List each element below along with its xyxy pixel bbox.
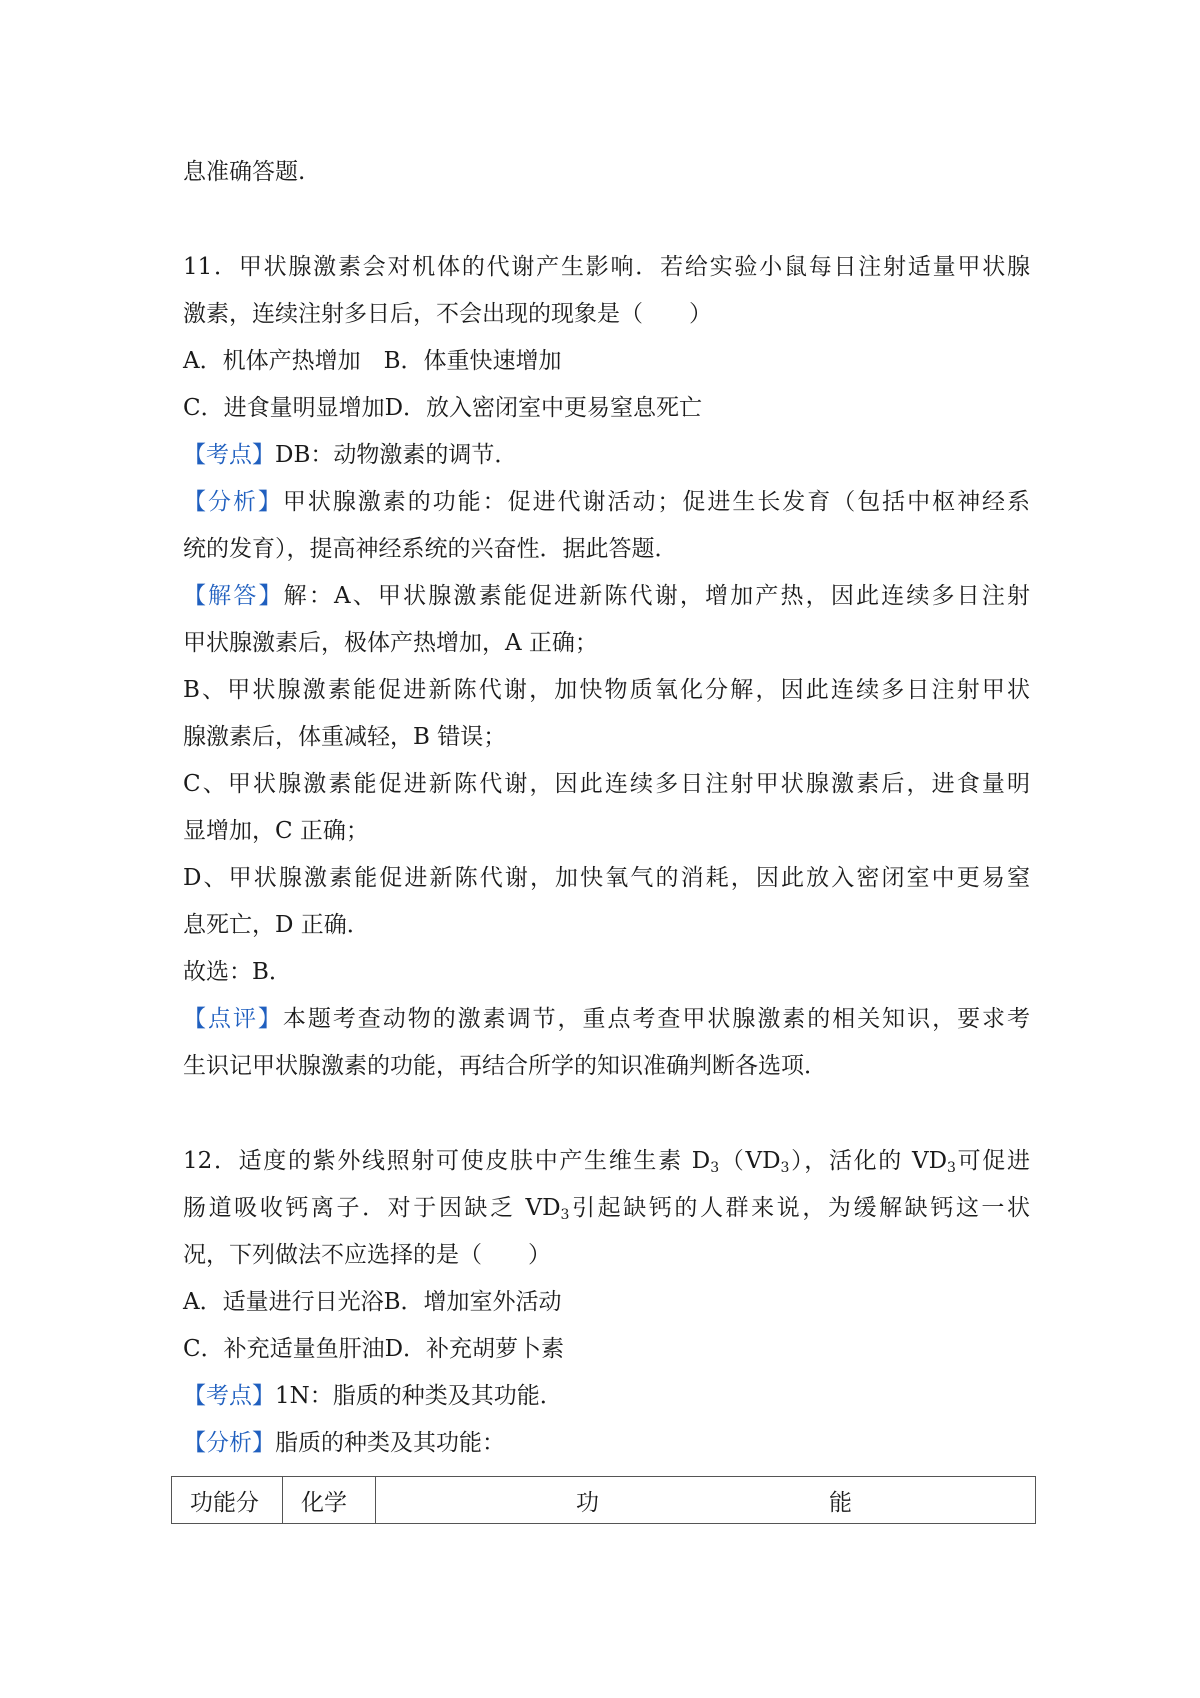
q12-stem-part: 12．适度的紫外线照射可使皮肤中产生维生素 D: [183, 1148, 711, 1174]
header-char: 能: [829, 1489, 852, 1516]
kaodian-text: 1N：脂质的种类及其功能．: [275, 1383, 563, 1409]
jieda-text: 解：A、甲状腺激素能促进新陈代谢，增加产热，因此连续多日注射: [283, 583, 1030, 609]
q11-stem-line-2: 激素，连续注射多日后，不会出现的现象是（ ）: [183, 301, 712, 327]
fenxi-tag: 【分析】: [183, 1430, 275, 1456]
q11-option-b-explain-1: B、甲状腺激素能促进新陈代谢，加快物质氧化分解，因此连续多日注射甲状: [183, 677, 1030, 703]
q11-option-d-explain-1: D、甲状腺激素能促进新陈代谢，加快氧气的消耗，因此放入密闭室中更易窒: [183, 865, 1030, 891]
q11-kaodian: [183, 440, 1030, 470]
q12-stem-line-3: 况，下列做法不应选择的是（ ）: [183, 1242, 551, 1268]
q12-options-cd: C．补充适量鱼肝油D．补充胡萝卜素: [183, 1336, 565, 1362]
fenxi-text: 甲状腺激素的功能：促进代谢活动；促进生长发育（包括中枢神经系: [282, 489, 1031, 515]
dianping-text: 本题考查动物的激素调节，重点考查甲状腺激素的相关知识，要求考: [282, 1006, 1031, 1032]
table-header-cell: [376, 1477, 1036, 1524]
header-char: 功: [576, 1489, 599, 1516]
subscript-3: 3: [560, 1207, 570, 1223]
q12-kaodian: [183, 1381, 1030, 1411]
q11-dianping-line-1: [183, 1004, 1030, 1034]
q12-stem-part: 引起缺钙的人群来说，为缓解缺钙这一状: [569, 1195, 1030, 1221]
q11-fenxi-line-2: 统的发育），提高神经系统的兴奋性．据此答题．: [183, 536, 678, 562]
q12-stem-line-1: [183, 1146, 1030, 1176]
q12-stem-part: ），活化的 VD: [789, 1148, 948, 1174]
previous-answer-tail: 息准确答题.: [183, 159, 306, 185]
fenxi-tag: 【分析】: [183, 489, 283, 515]
q11-options-cd: C．进食量明显增加D．放入密闭室中更易窒息死亡: [183, 395, 703, 421]
q12-options-ab: A．适量进行日光浴B．增加室外活动: [183, 1289, 562, 1315]
q12-stem-part: 可促进: [955, 1148, 1030, 1174]
dianping-tag: 【点评】: [183, 1006, 283, 1032]
q12-fenxi: [183, 1428, 1030, 1458]
kaodian-tag: 【考点】: [183, 1383, 275, 1409]
q11-answer: 故选：B．: [183, 959, 292, 985]
q11-jieda-line-2: 甲状腺激素后，极体产热增加，A 正确；: [183, 630, 598, 656]
q11-stem-line-1: 11．甲状腺激素会对机体的代谢产生影响．若给实验小鼠每日注射适量甲状腺: [183, 254, 1030, 280]
subscript-3: 3: [780, 1160, 790, 1176]
q12-stem-line-2: [183, 1193, 1030, 1223]
subscript-3: 3: [947, 1160, 956, 1176]
q12-stem-part: （VD: [719, 1148, 781, 1174]
table-header-cell: 化学: [283, 1477, 376, 1524]
q12-stem-part: 肠道吸收钙离子．对于因缺乏 VD: [183, 1195, 561, 1221]
kaodian-text: DB：动物激素的调节．: [275, 442, 518, 468]
q11-jieda-line-1: [183, 581, 1030, 611]
table-header-cell: 功能分: [172, 1477, 283, 1524]
q11-option-c-explain-1: C、甲状腺激素能促进新陈代谢，因此连续多日注射甲状腺激素后，进食量明: [183, 771, 1030, 797]
q11-option-b-explain-2: 腺激素后，体重减轻，B 错误；: [183, 724, 507, 750]
jieda-tag: 【解答】: [183, 583, 284, 609]
q11-dianping-line-2: 生识记甲状腺激素的功能，再结合所学的知识准确判断各选项．: [183, 1053, 827, 1079]
q11-options-ab: A．机体产热增加 B．体重快速增加: [183, 348, 562, 374]
table-header-row: [172, 1477, 1036, 1524]
q11-option-d-explain-2: 息死亡，D 正确．: [183, 912, 370, 938]
q11-fenxi-line-1: [183, 487, 1030, 517]
q11-option-c-explain-2: 显增加，C 正确；: [183, 818, 369, 844]
fenxi-text: 脂质的种类及其功能：: [275, 1430, 505, 1456]
lipid-function-table: [171, 1476, 1036, 1524]
subscript-3: 3: [710, 1160, 720, 1176]
kaodian-tag: 【考点】: [183, 442, 275, 468]
